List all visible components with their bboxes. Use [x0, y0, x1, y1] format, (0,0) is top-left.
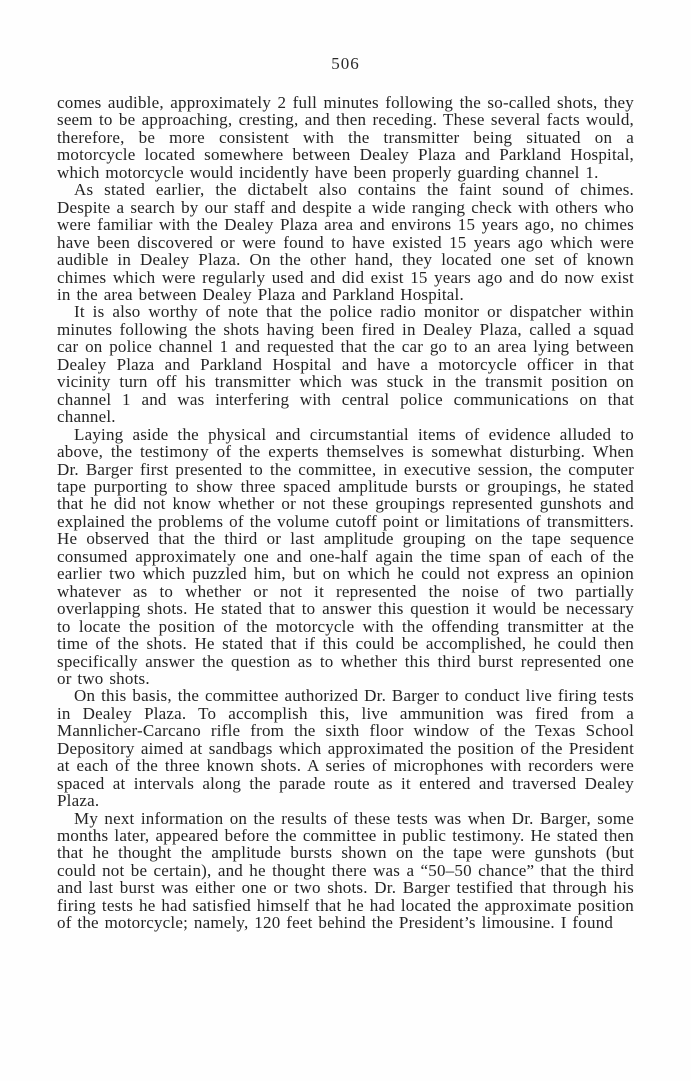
- paragraph-barger-testimony: Laying aside the physical and circumstantial items of evidence alluded to above, the testimony of the experts themselves is somewhat disturbing. When Dr. Barger first presented to the committee, in executive session, the computer tape purporting to show three spaced amplitude bursts or groupings, he stated that he did not know whether or not these groupings represented gunshots and explained the problems of the volume cutoff point or limitations of transmitters. He observed that the third or last amplitude grouping on the tape sequence consumed approximately one and one-half again the time span of each of the earlier two which puzzled him, but on which he could not express an opinion whatever as to whether or not it represented the noise of two partially overlapping shots. He stated that to answer this question it would be necessary to locate the position of the motorcycle with the offending transmitter at the time of the shots. He stated that if this could be accomplished, he could then specifically answer the question as to whether this third burst represented one or two shots.: [57, 424, 634, 688]
- paragraph-police-radio: It is also worthy of note that the police radio monitor or dispatcher within minutes following the shots having been fired in Dealey Plaza, called a squad car on police channel 1 and requested that the car go to an area lying between Dealey Plaza and Parkland Hospital and have a motorcycle officer in that vicinity turn off his transmitter which was stuck in the transmit position on channel 1 and was interfering with central police communications on that channel.: [57, 302, 634, 427]
- page-number: 506: [331, 54, 360, 73]
- paragraph-public-testimony: My next information on the results of these tests was when Dr. Barger, some months later, appeared before the committee in public testimony. He stated then that he thought the amplitude bursts shown on the tape were gunshots (but could not be certain), and he thought there was a “50–50 chance” that the third and last burst was either one or two shots. Dr. Barger testified that through his firing tests he had satisfied himself that he had located the approximate position of the motorcycle; namely, 120 feet behind the President’s limousine. I found: [57, 808, 634, 933]
- paragraph-firing-tests: On this basis, the committee authorized Dr. Barger to conduct live firing tests in Dealey Plaza. To accomplish this, live ammunition was fired from a Mannlicher-Carcano rifle from the sixth floor window of the Texas School Depository aimed at sandbags which approximated the position of the President at each of the three known shots. A series of microphones with recorders were spaced at intervals along the parade route as it entered and traversed Dealey Plaza.: [57, 686, 634, 811]
- paragraph-chimes: As stated earlier, the dictabelt also contains the faint sound of chimes. Despite a search by our staff and despite a wide ranging check with others who were familiar with the Dealey Plaza area and environs 15 years ago, no chimes have been discovered or were found to have existed 15 years ago which were audible in Dealey Plaza. On the other hand, they located one set of known chimes which were regularly used and did exist 15 years ago and do now exist in the area between Dealey Plaza and Parkland Hospital.: [57, 180, 634, 304]
- body-text: [57, 94, 634, 932]
- paragraph-continuation: comes audible, approximately 2 full minutes following the so-called shots, they seem to be approaching, cresting, and then receding. These several facts would, therefore, be more consistent with the transmitter being situated on a motorcycle located somewhere between Dealey Plaza and Parkland Hospital, which motorcycle would incidently have been properly guarding channel 1.: [57, 93, 634, 182]
